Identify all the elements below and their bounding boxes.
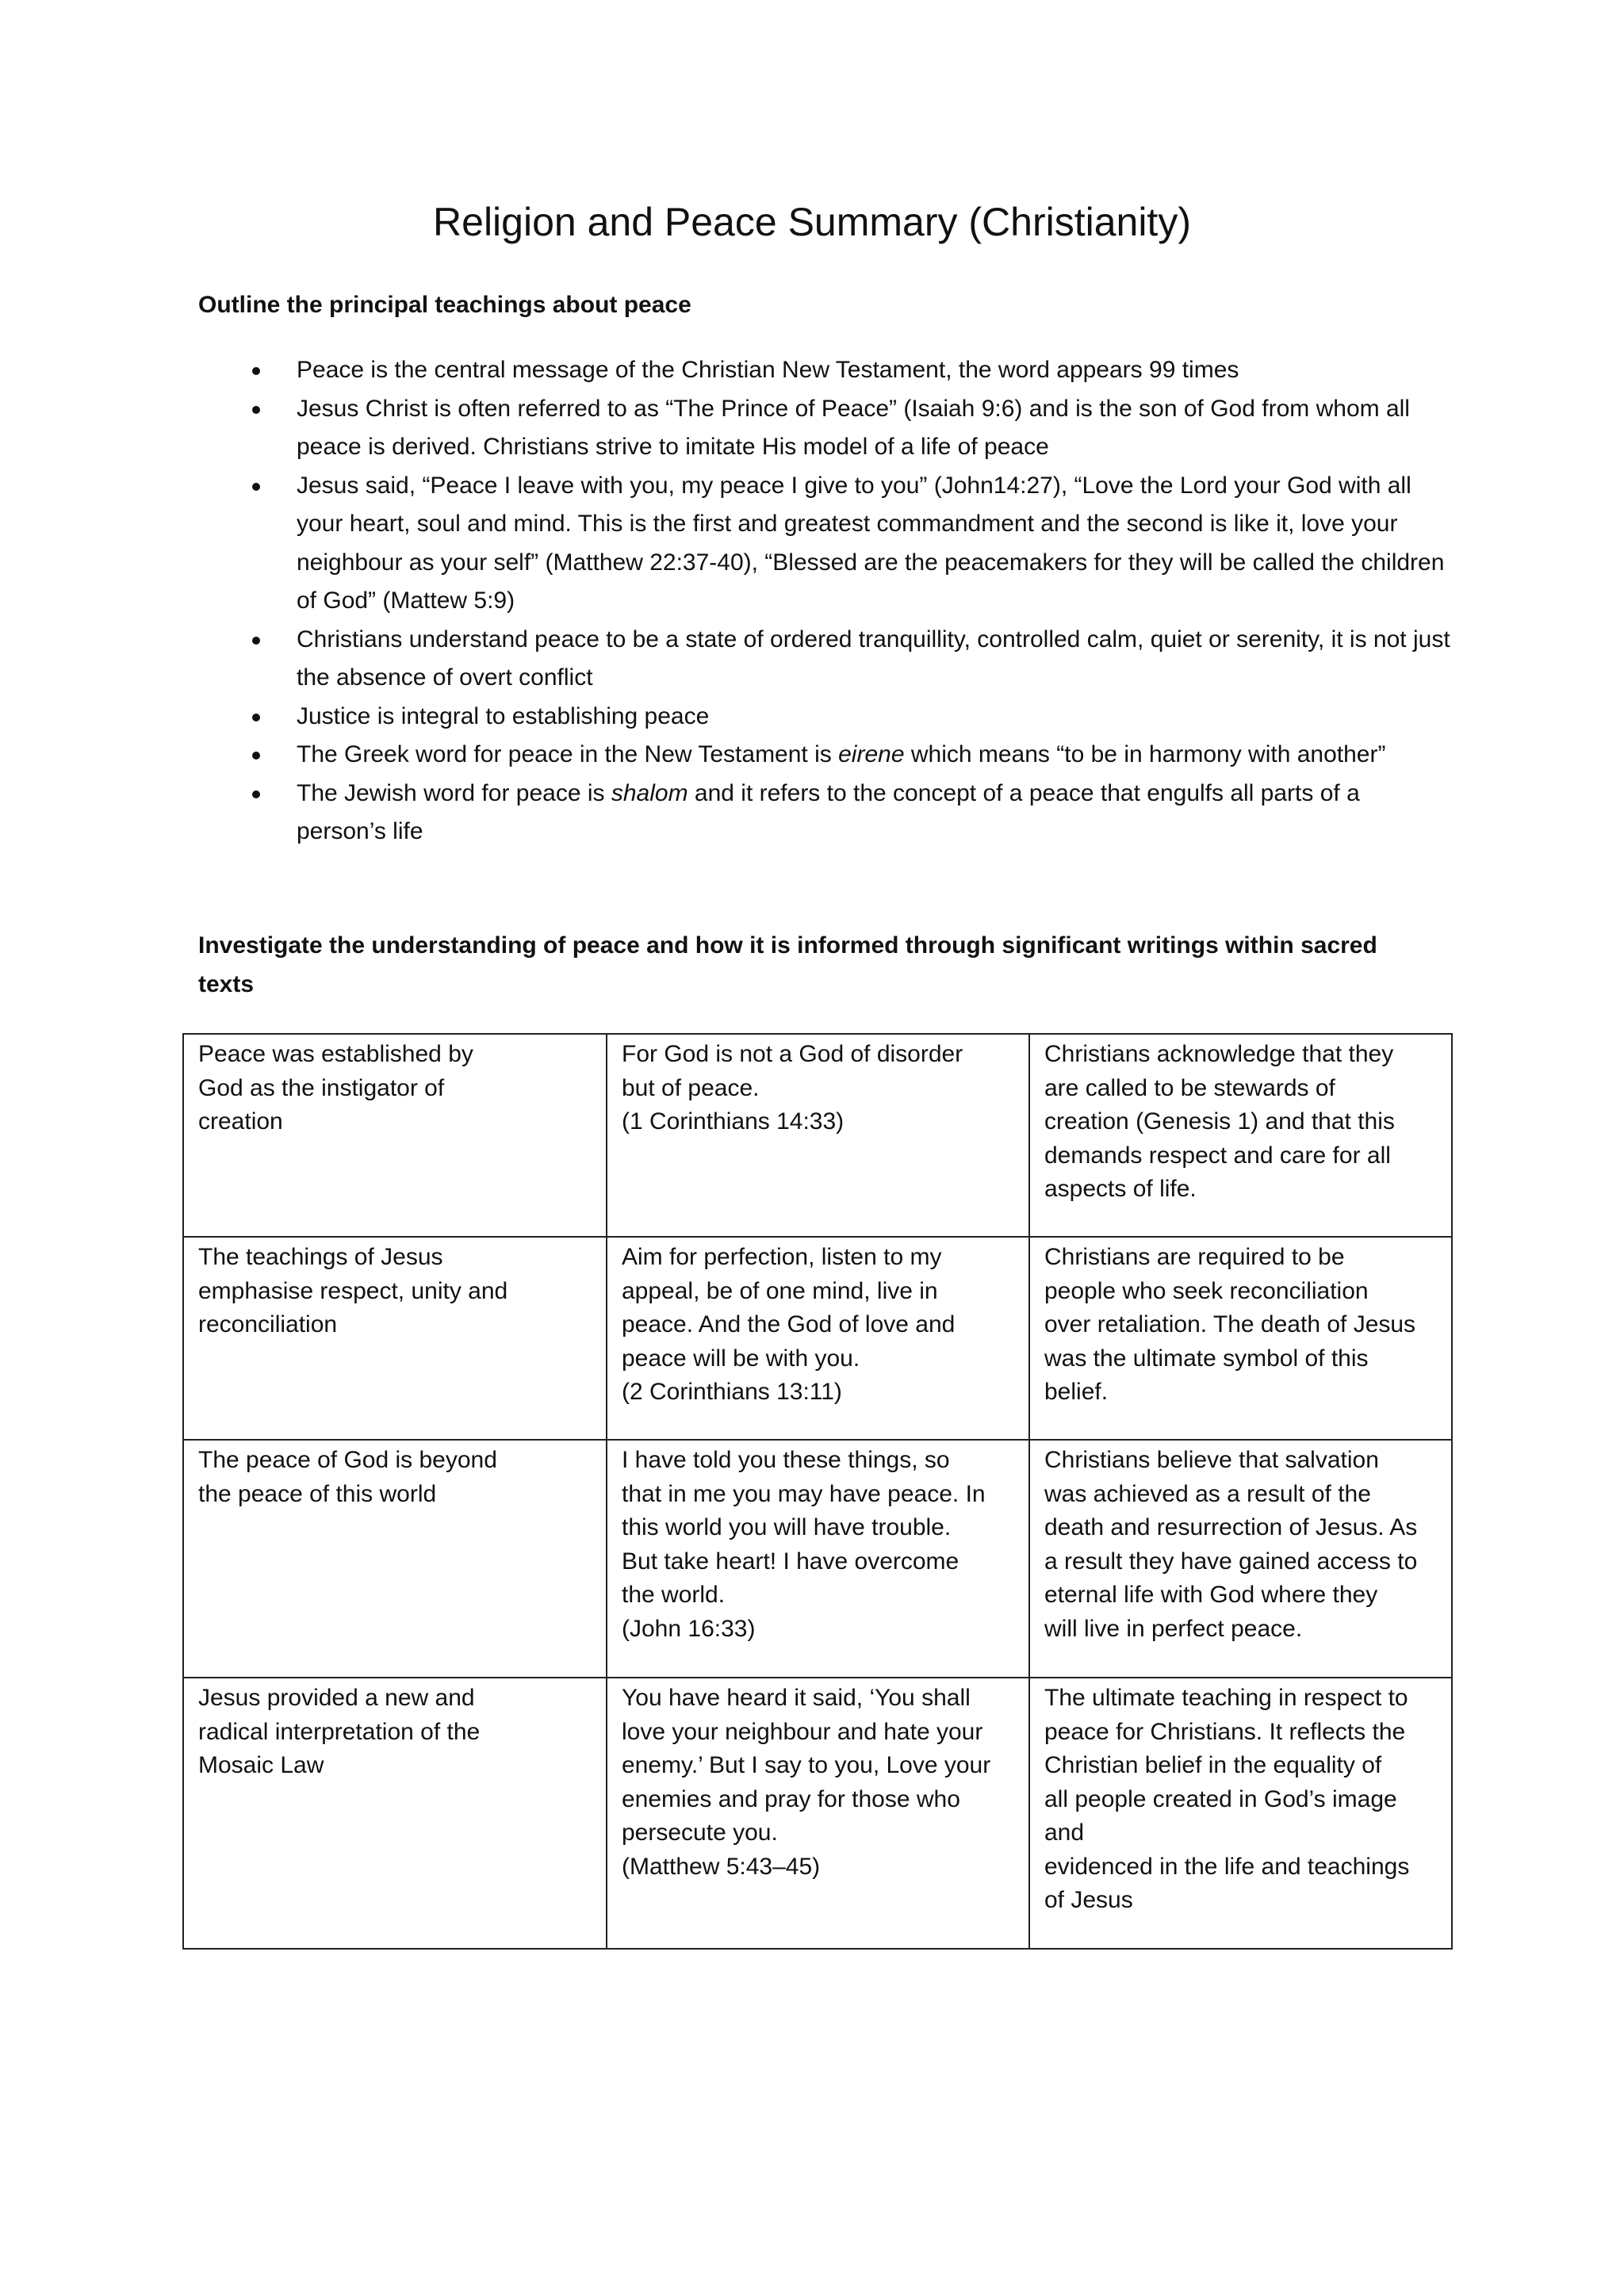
page-title: Religion and Peace Summary (Christianity): [433, 200, 1191, 244]
bullet-icon: [252, 406, 260, 414]
teaching-cell: Jesus provided a new and radical interpretation of the Mosaic Law: [183, 1678, 607, 1949]
explanation-cell: Christians acknowledge that they are called to be stewards of creation (Genesis 1) and that this demands respect and care for all aspects of life.: [1029, 1034, 1452, 1237]
scripture-cell: Aim for perfection, listen to my appeal, be of one mind, live in peace. And the God of love and peace will be with you. (2 Corinthians 13:11): [607, 1237, 1029, 1440]
explanation-cell: Christians believe that salvation was achieved as a result of the death and resurrection of Jesus. As a result they have gained access to eternal life with God where they will live in perfect peace.: [1029, 1440, 1452, 1678]
list-item: [198, 621, 1451, 698]
bullet-icon: [252, 637, 260, 645]
explanation-cell: The ultimate teaching in respect to peace for Christians. It reflects the Christian belief in the equality of all people created in God’s image and evidenced in the life and teachings of Jesus: [1029, 1678, 1452, 1949]
bullet-text: Christians understand peace to be a state of ordered tranquillity, controlled calm, quiet or serenity, it is not just the absence of overt conflict: [297, 626, 1450, 691]
bullet-text: Jesus Christ is often referred to as “The Prince of Peace” (Isaiah 9:6) and is the son of God from whom all peace is derived. Christians strive to imitate His model of a life of peace: [297, 395, 1410, 460]
table-row: [183, 1034, 1452, 1237]
greek-term: eirene: [838, 741, 905, 767]
bullet-icon: [252, 367, 260, 375]
scripture-cell: You have heard it said, ‘You shall love your neighbour and hate your enemy.’ But I say to you, Love your enemies and pray for those who persecute you. (Matthew 5:43–45): [607, 1678, 1029, 1949]
teachings-bullet-list: [198, 351, 1451, 851]
table-row: [183, 1440, 1452, 1678]
scripture-cell: I have told you these things, so that in me you may have peace. In this world you will have trouble. But take heart! I have overcome the world. (John 16:33): [607, 1440, 1029, 1678]
section-heading-principal-teachings: Outline the principal teachings about peace: [198, 292, 691, 318]
bullet-text: Jesus said, “Peace I leave with you, my peace I give to you” (John14:27), “Love the Lord your God with all your heart, soul and mind. This is the first and greatest commandment and the second is like it, love your neighbour as your self” (Matthew 22:37-40), “Blessed are the peacemakers for they will be called the children of God” (Mattew 5:9): [297, 472, 1445, 614]
teaching-cell: The teachings of Jesus emphasise respect, unity and reconciliation: [183, 1237, 607, 1440]
bullet-text-before: The Jewish word for peace is: [297, 779, 611, 806]
list-item: [198, 736, 1451, 775]
table-row: [183, 1678, 1452, 1949]
list-item: [198, 390, 1451, 467]
bullet-text-after: which means “to be in harmony with another”: [904, 741, 1386, 767]
teaching-cell: Peace was established by God as the instigator of creation: [183, 1034, 607, 1237]
bullet-icon: [252, 714, 260, 721]
list-item: [198, 467, 1451, 621]
bullet-text-before: The Greek word for peace in the New Testament is: [297, 741, 839, 767]
bullet-icon: [252, 790, 260, 798]
bullet-text: Peace is the central message of the Christian New Testament, the word appears 99 times: [297, 357, 1239, 383]
table-row: [183, 1237, 1452, 1440]
bullet-icon: [252, 752, 260, 760]
bullet-icon: [252, 483, 260, 491]
bullet-text: Justice is integral to establishing peace: [297, 702, 710, 729]
bullet-text-after: and it refers to the concept of a peace that engulfs all parts of a person’s life: [297, 779, 1360, 844]
list-item: [198, 698, 1451, 737]
list-item: [198, 351, 1451, 390]
teaching-cell: The peace of God is beyond the peace of this world: [183, 1440, 607, 1678]
section-heading-sacred-texts: Investigate the understanding of peace and how it is informed through significant writings within sacred texts: [198, 932, 1377, 997]
explanation-cell: Christians are required to be people who seek reconciliation over retaliation. The death of Jesus was the ultimate symbol of this belief.: [1029, 1237, 1452, 1440]
scripture-cell: For God is not a God of disorder but of peace. (1 Corinthians 14:33): [607, 1034, 1029, 1237]
list-item: [198, 775, 1451, 851]
hebrew-term: shalom: [611, 779, 688, 806]
sacred-texts-table: [182, 1033, 1453, 1950]
